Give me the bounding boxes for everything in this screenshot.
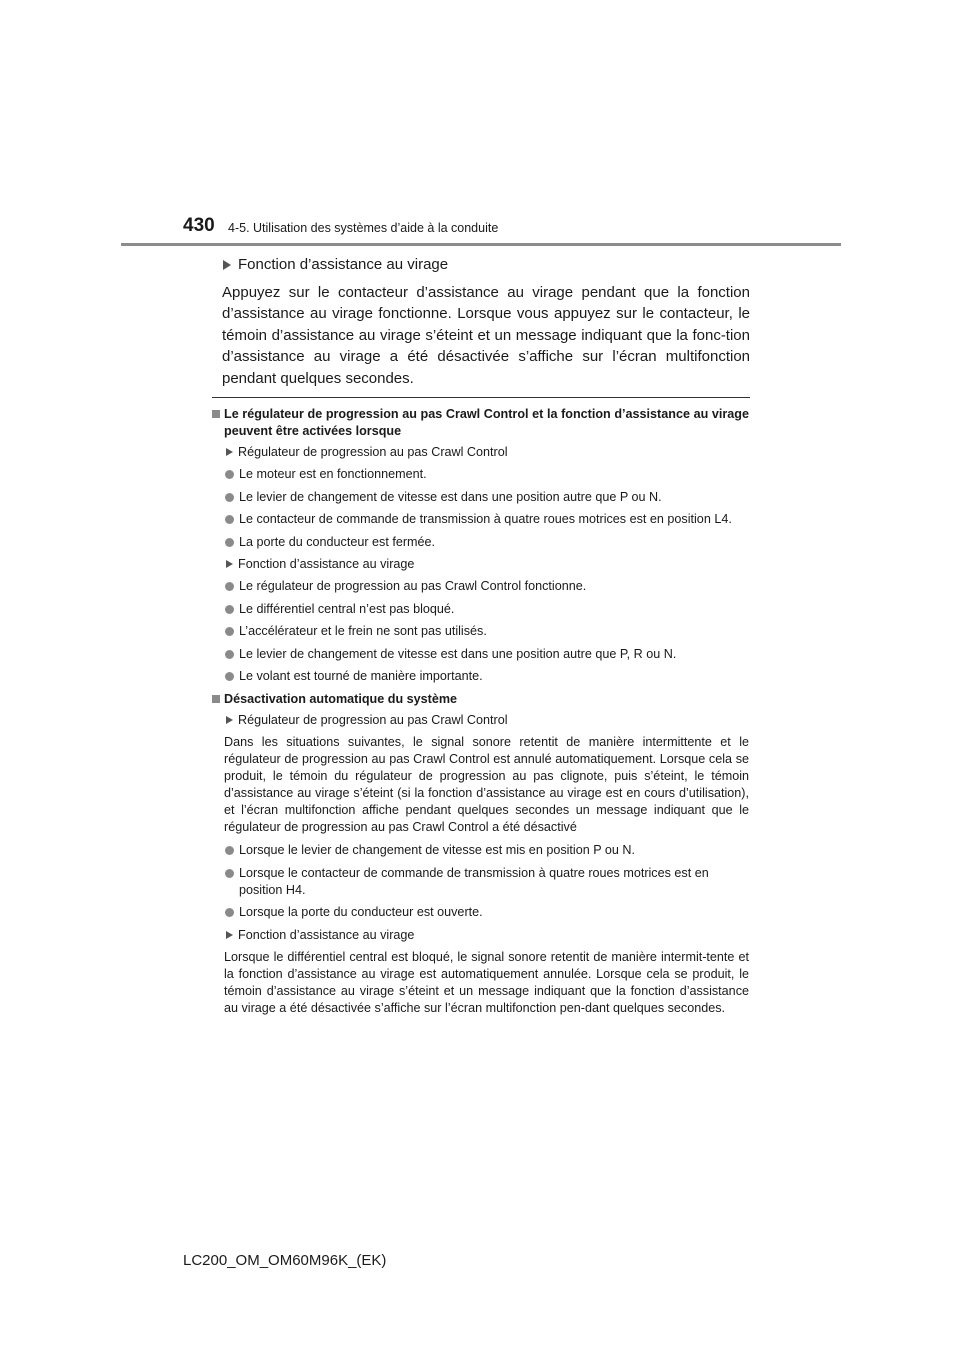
circle-bullet-icon xyxy=(225,908,234,917)
circle-bullet-icon xyxy=(225,627,234,636)
circle-bullet-icon xyxy=(225,515,234,524)
deactivation-title xyxy=(212,691,749,708)
activation-crawl-heading-text: Régulateur de progression au pas Crawl Control xyxy=(238,445,508,459)
deactivation-turn-paragraph: Lorsque le différentiel central est bloqué, le signal sonore retentit de manière intermit-tente et la fonction d’assistance au virage est automatiquement annulée. Lorsque cela se produit, le témoin d’assistance au virage s’éteint et un message indiquant que la fonction d’assistance au virage a été désactivée s’affiche sur l’écran multifonction pen-dant quelques secondes. xyxy=(224,949,749,1015)
intro-section xyxy=(222,252,750,407)
intro-heading-text: Fonction d’assistance au virage xyxy=(238,256,449,273)
triangle-bullet-icon xyxy=(226,931,233,939)
list-item-text: La porte du conducteur est fermée. xyxy=(239,534,436,549)
deactivation-crawl-paragraph: Dans les situations suivantes, le signal sonore retentit de manière intermittente et le régulateur de progression au pas Crawl Control est annulé automatiquement. Lorsque cela se produit, le témoin du régulateur de progression au pas clignote, puis s’éteint, le témoin d’assistance au virage s’éteint (si la fonction d’assistance au virage est en cours d’utilisation), et l’écran multifonction affiche pendant quelques secondes un message indiquant que le régulateur de progression au pas Crawl Control a été désactivé xyxy=(224,734,749,834)
list-item-text: Lorsque le contacteur de commande de transmission à quatre roues motrices est en position H4. xyxy=(239,865,709,897)
list-item xyxy=(212,466,749,483)
list-item xyxy=(212,904,749,921)
triangle-bullet-icon xyxy=(226,448,233,456)
list-item-text: Le levier de changement de vitesse est dans une position autre que P ou N. xyxy=(239,489,662,504)
list-item xyxy=(212,842,749,859)
circle-bullet-icon xyxy=(225,538,234,547)
list-item-text: Le volant est tourné de manière importante. xyxy=(239,669,483,683)
list-item-text: Le différentiel central n’est pas bloqué. xyxy=(239,601,455,616)
list-item xyxy=(212,578,749,595)
deactivation-turn-heading xyxy=(212,927,749,944)
circle-bullet-icon xyxy=(225,470,234,479)
list-item-text: Le contacteur de commande de transmission à quatre roues motrices est en position L4. xyxy=(239,512,732,526)
list-item-text: L’accélérateur et le frein ne sont pas utilisés. xyxy=(239,624,487,638)
list-item-text: Lorsque la porte du conducteur est ouverte. xyxy=(239,905,483,920)
intro-heading xyxy=(222,254,750,276)
activation-title-text: Le régulateur de progression au pas Crawl Control et la fonction d’assistance au virage peuvent être activées lorsque xyxy=(224,407,749,438)
circle-bullet-icon xyxy=(225,869,234,878)
intro-paragraph: Appuyez sur le contacteur d’assistance au virage pendant que la fonction d’assistance au virage fonctionne. Lorsque vous appuyez sur le contacteur, le témoin d’assistance au virage s’éteint et un message indiquant que la fonc-tion d’assistance au virage a été désactivée s’affiche sur l’écran multifonction pendant quelques secondes. xyxy=(222,284,750,387)
deactivation-turn-heading-text: Fonction d’assistance au virage xyxy=(238,927,415,942)
activation-crawl-heading xyxy=(212,444,749,461)
triangle-bullet-icon xyxy=(226,560,233,568)
square-bullet-icon xyxy=(212,695,220,703)
list-item-text: Lorsque le levier de changement de vitesse est mis en position P ou N. xyxy=(239,843,635,858)
circle-bullet-icon xyxy=(225,605,234,614)
circle-bullet-icon xyxy=(225,672,234,681)
page-number: 430 xyxy=(183,215,215,236)
section-title: 4-5. Utilisation des systèmes d’aide à la conduite xyxy=(228,221,499,235)
list-item-text: Le levier de changement de vitesse est dans une position autre que P, R ou N. xyxy=(239,646,677,661)
activation-turn-heading xyxy=(212,556,749,573)
activation-title xyxy=(212,406,749,440)
list-item xyxy=(212,511,749,528)
list-item-text: Le moteur est en fonctionnement. xyxy=(239,467,427,481)
circle-bullet-icon xyxy=(225,650,234,659)
document-code: LC200_OM_OM60M96K_(EK) xyxy=(183,1252,387,1269)
circle-bullet-icon xyxy=(225,582,234,591)
header-rule xyxy=(121,243,841,246)
circle-bullet-icon xyxy=(225,493,234,502)
square-bullet-icon xyxy=(212,410,220,418)
notes-section xyxy=(212,406,749,1023)
list-item-text: Le régulateur de progression au pas Crawl Control fonctionne. xyxy=(239,579,587,593)
list-item xyxy=(212,623,749,640)
list-item xyxy=(212,865,749,899)
deactivation-crawl-heading-text: Régulateur de progression au pas Crawl Control xyxy=(238,712,508,727)
list-item xyxy=(212,489,749,506)
section-divider xyxy=(212,397,750,398)
triangle-bullet-icon xyxy=(223,260,231,270)
circle-bullet-icon xyxy=(225,846,234,855)
activation-turn-heading-text: Fonction d’assistance au virage xyxy=(238,557,415,571)
triangle-bullet-icon xyxy=(226,716,233,724)
deactivation-crawl-heading xyxy=(212,712,749,729)
deactivation-title-text: Désactivation automatique du système xyxy=(224,691,458,706)
list-item xyxy=(212,668,749,685)
list-item xyxy=(212,601,749,618)
list-item xyxy=(212,646,749,663)
list-item xyxy=(212,534,749,551)
